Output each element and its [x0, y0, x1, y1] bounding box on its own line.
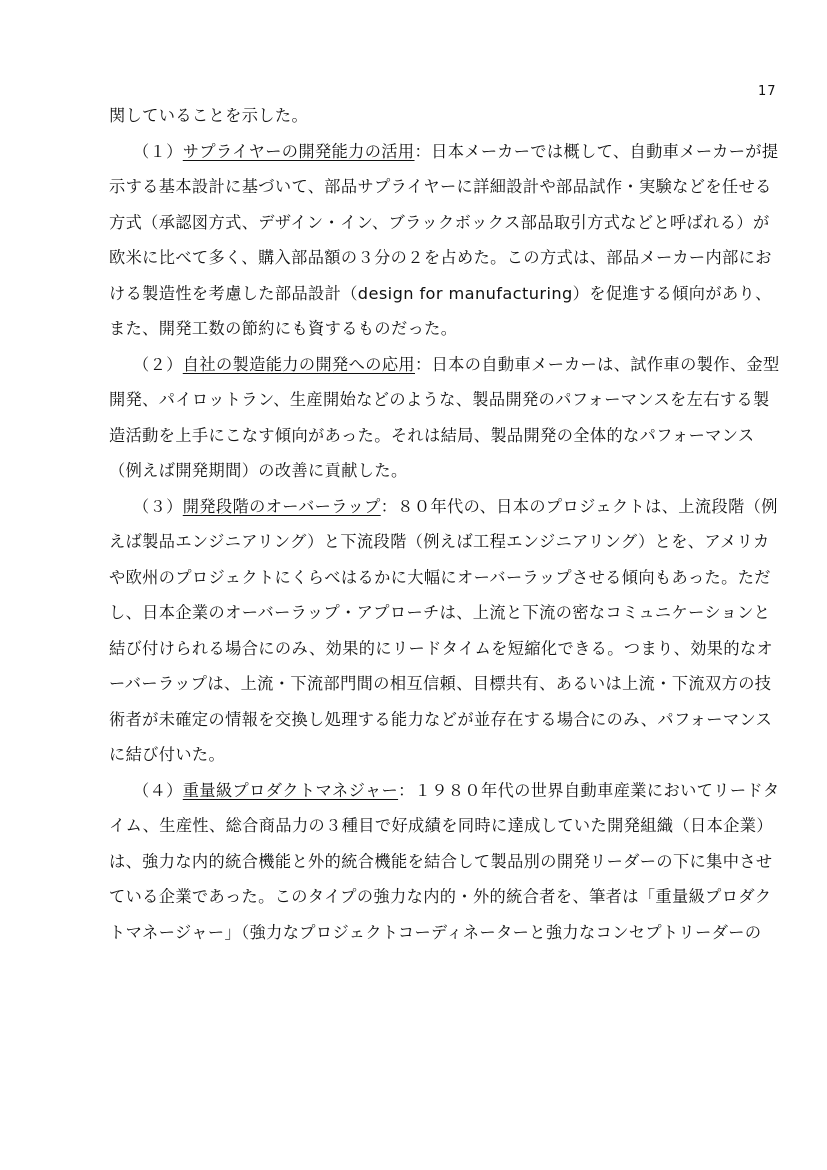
line-text: ている企業であった。このタイプの強力な内的・外的統合者を、筆者は「重量級プロダク	[109, 887, 772, 906]
item-heading: サプライヤーの開発能力の活用	[182, 141, 415, 161]
paragraph-heading-line	[109, 773, 785, 809]
item-number: （４）	[133, 780, 183, 800]
line-text: ける製造性を考慮した部品設計（design for manufacturing）を促進する傾向があり、	[109, 283, 772, 303]
line-text: ：１９８０年代の世界自動車産業においてリードタ	[398, 780, 780, 800]
item-heading: 自社の製造能力の開発への応用	[182, 354, 415, 374]
text-line	[109, 382, 785, 418]
text-line	[109, 595, 785, 631]
text-line	[109, 631, 785, 667]
paragraph-heading-line	[109, 489, 785, 525]
item-heading: 開発段階のオーバーラップ	[182, 496, 381, 516]
text-line	[109, 915, 785, 951]
line-text: 術者が未確定の情報を交換し処理する能力などが並存在する場合にのみ、パフォーマンス	[109, 709, 773, 729]
line-text: 開発、パイロットラン、生産開始などのような、製品開発のパフォーマンスを左右する製	[109, 390, 770, 409]
text-line	[109, 98, 785, 134]
text-line	[109, 702, 785, 738]
text-line	[109, 524, 785, 560]
body-text	[109, 98, 785, 950]
text-line	[109, 169, 785, 205]
text-line	[109, 276, 785, 312]
line-text: ：８０年代の、日本のプロジェクトは、上流段階（例	[380, 496, 778, 516]
text-line	[109, 418, 785, 454]
paragraph-heading-line	[109, 347, 785, 383]
text-line	[109, 844, 785, 880]
line-text: 欧米に比べて多く、購入部品額の３分の２を占めた。この方式は、部品メーカー内部にお	[109, 248, 772, 267]
item-number: （３）	[133, 496, 183, 516]
line-text: 造活動を上手にこなす傾向があった。それは結局、製品開発の全体的なパフォーマンス	[109, 425, 755, 445]
line-text: えば製品エンジニアリング）と下流段階（例えば工程エンジニアリング）とを、アメリカ	[109, 532, 770, 551]
text-line	[109, 737, 785, 773]
text-line	[109, 879, 785, 915]
paragraph-heading-line	[109, 134, 785, 170]
line-text: ーバーラップは、上流・下流部門間の相互信頼、目標共有、あるいは上流・下流双方の技	[109, 674, 772, 693]
text-line	[109, 311, 785, 347]
line-text: し、日本企業のオーバーラップ・アプローチは、上流と下流の密なコミュニケーションと	[109, 603, 771, 622]
text-line	[109, 453, 785, 489]
line-text: ：日本の自動車メーカーは、試作車の製作、金型	[415, 354, 780, 374]
line-text: トマネージャー」（強力なプロジェクトコーディネーターと強力なコンセプトリーダーの	[109, 922, 762, 942]
text-line	[109, 205, 785, 241]
item-number: （２）	[133, 354, 183, 374]
line-text: （例えば開発期間）の改善に貢献した。	[109, 461, 408, 480]
item-number: （１）	[133, 141, 183, 161]
text-line	[109, 560, 785, 596]
line-text: 方式（承認図方式、デザイン・イン、ブラックボックス部品取引方式などと呼ばれる）が	[109, 212, 770, 232]
page-number: 17	[758, 84, 777, 99]
line-text: は、強力な内的統合機能と外的統合機能を結合して製品別の開発リーダーの下に集中させ	[109, 851, 773, 871]
text-line	[109, 240, 785, 276]
line-text: ：日本メーカーでは概して、自動車メーカーが提	[414, 141, 779, 161]
line-text: イム、生産性、総合商品力の３種目で好成績を同時に達成していた開発組織（日本企業）	[109, 816, 773, 835]
line-text: に結び付いた。	[109, 745, 226, 764]
line-text: 関していることを示した。	[109, 106, 309, 125]
text-line	[109, 808, 785, 844]
item-heading: 重量級プロダクトマネジャー	[182, 780, 399, 800]
line-text: また、開発工数の節約にも資するものだった。	[109, 319, 458, 338]
line-text: や欧州のプロジェクトにくらべはるかに大幅にオーバーラップさせる傾向もあった。ただ	[109, 567, 771, 587]
line-text: 結び付けられる場合にのみ、効果的にリードタイムを短縮化できる。つまり、効果的なオ	[109, 638, 774, 658]
line-text: 示する基本設計に基づいて、部品サプライヤーに詳細設計や部品試作・実験などを任せる	[109, 177, 772, 196]
text-line	[109, 666, 785, 702]
